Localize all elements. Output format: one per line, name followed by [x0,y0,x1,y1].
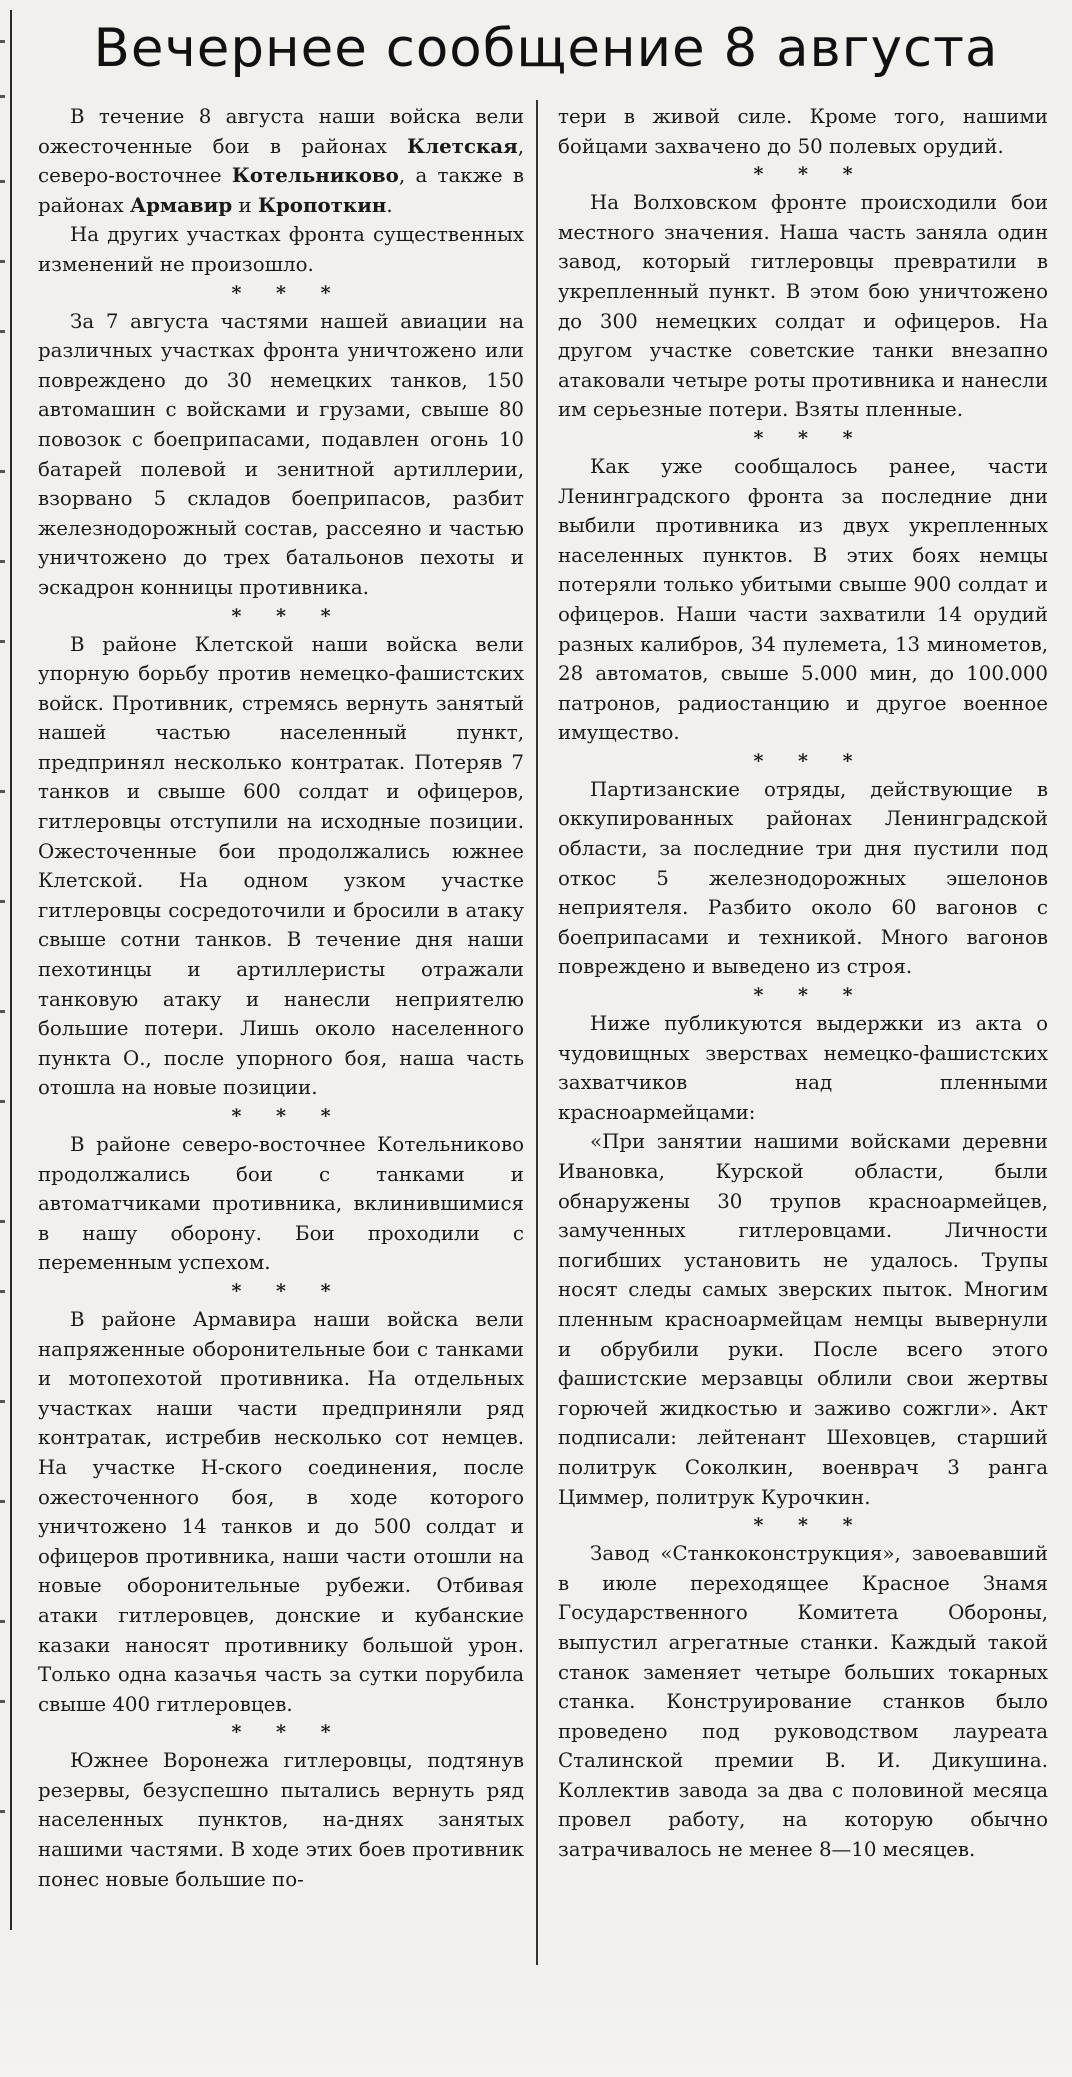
text-run: В течение 8 августа наши войска вели ожесточенные бои в районах [38,105,524,158]
article-paragraph: В районе Клетской наши войска вели упорную борьбу против немецко-фашистских войск. Противник, стремясь вернуть занятый нашей частью населенный пункт, предпринял несколько контратак. Потеряв 7 танков и свыше 600 солдат и офицеров, гитлеровцы отступили на исходные позиции. Ожесточенные бои продолжались южнее Клетской. На одном узком участке гитлеровцы сосредоточили и бросили в атаку свыше сотни танков. В течение дня наши пехотинцы и артиллеристы отражали танковую атаку и нанесли неприятелю большие потери. Лишь около населенного пункта О., после упорного боя, наша часть отошла на новые позиции. [38,632,524,1100]
edge-fragment [0,560,5,563]
section-separator: * * * [753,163,867,186]
article-paragraph: тери в живой силе. Кроме того, нашими бойцами захвачено до 50 полевых орудий. [558,105,1048,158]
edge-fragment [0,1220,5,1223]
edge-fragment [0,640,5,643]
edge-fragment [0,95,5,98]
place-name: Армавир [129,192,233,217]
article-paragraph: За 7 августа частями нашей авиации на различных участках фронта уничтожено или повреждено до 30 немецких танков, 150 автомашин с войсками и грузами, свыше 80 повозок с боеприпасами, подавлен огонь 10 батарей полевой и зенитной артиллерии, взорвано 5 складов боеприпасов, разбит железнодорожный состав, рассеяно и частью уничтожено до трех батальонов пехоты и эскадрон конницы противника. [38,309,524,599]
text-run: , а также в районах [38,164,524,217]
edge-fragment [0,330,5,333]
page-bottom-margin [0,1968,1072,2077]
right-column [558,102,1048,1865]
place-name: Кропоткин [257,192,387,217]
left-edge-fragments [0,0,8,1960]
headline: Вечернее сообщение 8 августа [93,18,999,79]
section-separator: * * * [231,1279,345,1302]
article-paragraph: В районе северо-восточнее Котельниково продолжались бои с танками и автоматчиками противника, вклинившимися в нашу оборону. Бои проходили с переменным успехом. [38,1133,524,1275]
edge-fragment [0,1810,5,1813]
edge-fragment [0,900,5,903]
section-separator: * * * [231,281,345,304]
section-separator: * * * [753,984,867,1007]
left-column [38,102,524,1894]
article-paragraph: Завод «Станкоконструкция», завоевавший в июле переходящее Красное Знамя Государственного Комитета Обороны, выпустил агрегатные станки. Каждый такой станок заменяет четыре больших токарных станка. Конструирование станков было проведено под руководством лауреата Сталинской премии В. И. Дикушина. Коллектив завода за два с половиной месяца провел работу, на которую обычно затрачивалось не менее 8—10 месяцев. [558,1542,1048,1862]
edge-fragment [0,1700,5,1703]
article-paragraph: Ниже публикуются выдержки из акта о чудовищных зверствах немецко-фашистских захватчиков над пленными красноармейцами: [558,1012,1048,1124]
edge-fragment [0,1500,5,1503]
edge-fragment [0,1290,5,1293]
edge-fragment [0,40,5,43]
section-separator: * * * [231,1105,345,1127]
text-run: и [232,193,258,217]
article-paragraph: Как уже сообщалось ранее, части Ленинградского фронта за последние дни выбили противника из двух укрепленных населенных пунктов. В этих боях немцы потеряли только убитыми свыше 900 солдат и офицеров. Наши части захватили 14 орудий разных калибров, 34 пулемета, 13 минометов, 28 автоматов, свыше 5.000 мин, до 100.000 патронов, радиостанцию и другое военное имущество. [558,454,1048,745]
article-paragraph: На других участках фронта существенных изменений не произошло. [38,223,524,276]
text-run: , северо-восточнее [38,134,524,188]
section-separator: * * * [231,1721,345,1744]
edge-fragment [0,1010,5,1013]
place-name: Котельниково [231,163,399,188]
section-separator: * * * [753,1514,867,1537]
section-separator: * * * [753,426,867,449]
section-separator: * * * [231,604,345,627]
edge-fragment [0,1100,5,1103]
edge-fragment [0,1400,5,1403]
text-run: . [386,193,393,217]
place-name: Клетская [407,133,518,158]
section-separator: * * * [753,749,867,772]
article-paragraph: На Волховском фронте происходили бои местного значения. Наша часть заняла один завод, который гитлеровцы превратили в укрепленный пункт. В этом бою уничтожено до 300 немецких солдат и офицеров. На другом участке советские танки внезапно атаковали четыре роты противника и нанесли им серьезные потери. Взяты пленные. [558,191,1048,422]
article-paragraph: Партизанские отряды, действующие в оккупированных районах Ленинградской области, за последние три дня пустили под откос 5 железнодорожных эшелонов неприятеля. Разбито около 60 вагонов с боеприпасами и техникой. Много вагонов повреждено и выведено из строя. [558,777,1048,979]
article-paragraph: В районе Армавира наши войска вели напряженные оборонительные бои с танками и мотопехотой противника. На отдельных участках наши части предприняли ряд контратак, истребив несколько сот немцев. На участке Н-ского соединения, после ожесточенного боя, в ходе которого уничтожено 14 танков и до 500 солдат и офицеров противника, наши части отошли на новые оборонительные рубежи. Отбивая атаки гитлеровцев, донские и кубанские казаки наносят противнику большой урон. Только одна казачья часть за сутки порубила свыше 400 гитлеровцев. [38,1307,524,1716]
edge-fragment [0,180,5,183]
edge-fragment [0,790,5,793]
article-paragraph: Южнее Воронежа гитлеровцы, подтянув резервы, безуспешно пытались вернуть ряд населенных пунктов, на-днях занятых нашими частями. В ходе этих боев противник понес новые большие по- [38,1749,524,1891]
edge-fragment [0,1620,5,1623]
edge-fragment [0,470,5,473]
left-margin-rule [10,10,12,1930]
article-paragraph [38,102,524,220]
edge-fragment [0,260,5,263]
column-divider [536,100,538,1965]
article-paragraph: «При занятии нашими войсками деревни Ивановка, Курской области, были обнаружены 30 трупов красноармейцев, замученных гитлеровцами. Личности погибших установить не удалось. Трупы носят следы самых зверских пыток. Многим пленным красноармейцам немцы вывернули и обрубили руки. После всего этого фашистские мерзавцы облили свои жертвы горючей жидкостью и заживо сожгли». Акт подписали: лейтенант Шеховцев, старший политрук Соколкин, военврач 3 ранга Циммер, политрук Курочкин. [558,1130,1048,1509]
